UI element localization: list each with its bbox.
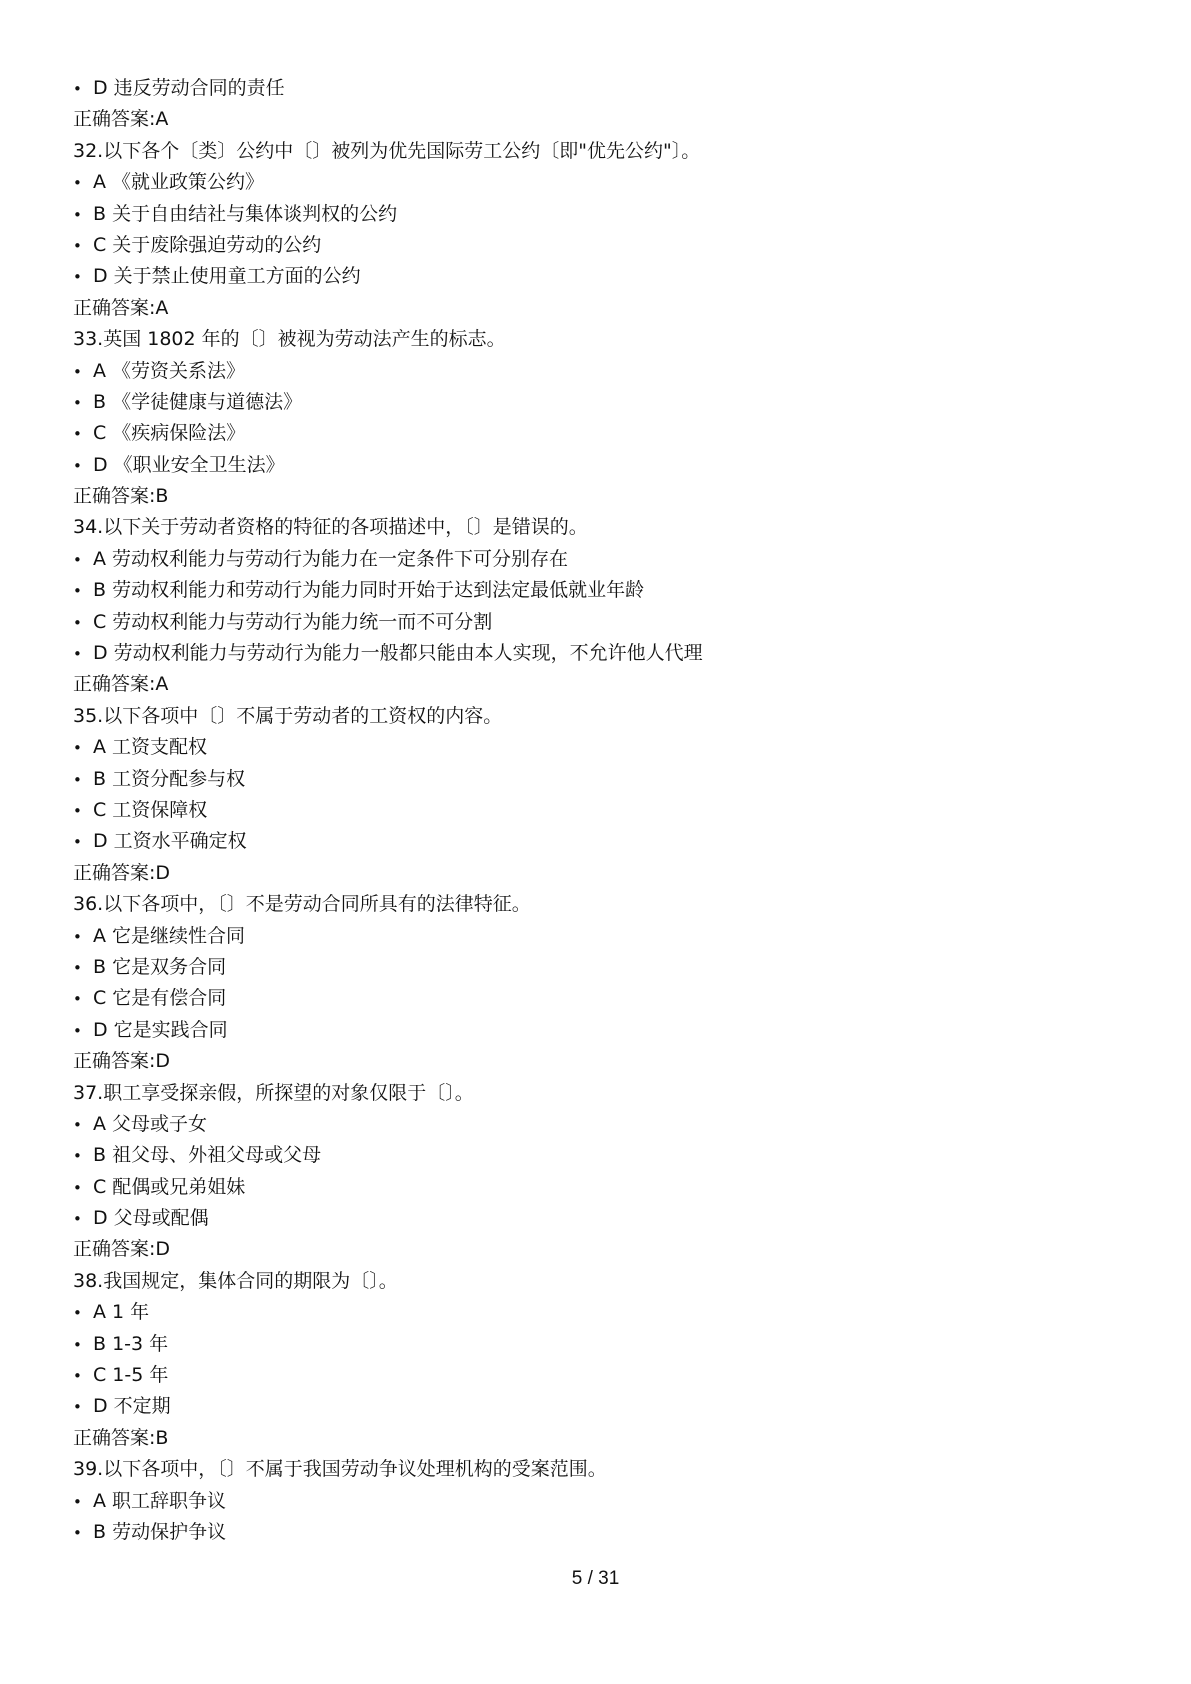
correct-answer: 正确答案:A: [73, 673, 169, 696]
option-text: D 不定期: [93, 1395, 171, 1418]
answer-option: [73, 418, 1133, 449]
bullet-icon: •: [73, 174, 82, 193]
option-text: D 违反劳动合同的责任: [93, 77, 285, 99]
correct-answer: 正确答案:D: [73, 1050, 171, 1073]
answer-option: [73, 1517, 1133, 1548]
answer-option: [73, 73, 1133, 104]
question-text: 33.英国 1802 年的〔〕被视为劳动法产生的标志。: [73, 328, 506, 351]
option-text: B 1-3 年: [93, 1332, 169, 1355]
bullet-icon: •: [73, 1147, 82, 1166]
bullet-icon: •: [73, 268, 82, 287]
bullet-icon: •: [73, 927, 82, 946]
answer-option: [73, 199, 1133, 230]
page-content: [73, 73, 1133, 1548]
answer-option: [73, 1486, 1133, 1517]
bullet-icon: •: [73, 1335, 82, 1354]
option-text: A 职工辞职争议: [93, 1489, 227, 1512]
correct-answer: 正确答案:D: [73, 1238, 171, 1261]
answer-option: [73, 1329, 1133, 1360]
answer-option: [73, 1172, 1133, 1203]
answer-option: [73, 544, 1133, 575]
bullet-icon: •: [73, 1178, 82, 1197]
answer-option: [73, 1360, 1133, 1391]
answer-option: [73, 795, 1133, 826]
bullet-icon: •: [73, 1304, 82, 1323]
option-text: C 工资保障权: [93, 798, 208, 821]
bullet-icon: •: [73, 362, 82, 381]
bullet-icon: •: [73, 645, 82, 664]
option-text: B 它是双务合同: [93, 955, 227, 978]
bullet-icon: •: [73, 456, 82, 475]
correct-answer: 正确答案:D: [73, 861, 171, 884]
question-text: 35.以下各项中〔〕不属于劳动者的工资权的内容。: [73, 704, 503, 727]
bullet-icon: •: [73, 236, 82, 255]
answer-option: [73, 575, 1133, 606]
page-number: 5 / 31: [571, 1568, 620, 1589]
option-text: B 关于自由结社与集体谈判权的公约: [93, 202, 398, 225]
question-text: 34.以下关于劳动者资格的特征的各项描述中，〔〕是错误的。: [73, 516, 588, 539]
option-text: A 《劳资关系法》: [93, 359, 246, 382]
bullet-icon: •: [73, 1210, 82, 1229]
bullet-icon: •: [73, 393, 82, 412]
answer-option: [73, 921, 1133, 952]
answer-option: [73, 1109, 1133, 1140]
option-text: C 劳动权利能力与劳动行为能力统一而不可分割: [93, 610, 493, 633]
option-text: C 关于废除强迫劳动的公约: [93, 233, 322, 256]
option-text: A 劳动权利能力与劳动行为能力在一定条件下可分别存在: [93, 547, 569, 570]
bullet-icon: •: [73, 1367, 82, 1386]
bullet-icon: •: [73, 801, 82, 820]
option-text: A 它是继续性合同: [93, 924, 246, 947]
option-text: B 劳动权利能力和劳动行为能力同时开始于达到法定最低就业年龄: [93, 579, 645, 602]
option-text: D 父母或配偶: [93, 1207, 209, 1230]
answer-option: [73, 167, 1133, 198]
option-text: C 它是有偿合同: [93, 987, 227, 1010]
option-text: C 1-5 年: [93, 1364, 169, 1387]
answer-option: [73, 1140, 1133, 1171]
answer-option: [73, 764, 1133, 795]
bullet-icon: •: [73, 425, 82, 444]
bullet-icon: •: [73, 205, 82, 224]
bullet-icon: •: [73, 582, 82, 601]
answer-option: [73, 732, 1133, 763]
bullet-icon: •: [73, 1115, 82, 1134]
question-text: 37.职工享受探亲假，所探望的对象仅限于〔〕。: [73, 1081, 474, 1104]
bullet-icon: •: [73, 1021, 82, 1040]
answer-option: [73, 952, 1133, 983]
answer-option: [73, 356, 1133, 387]
correct-answer: 正确答案:B: [73, 485, 169, 508]
bullet-icon: •: [73, 613, 82, 632]
bullet-icon: •: [73, 1523, 82, 1542]
answer-option: [73, 387, 1133, 418]
option-text: C 配偶或兄弟姐妹: [93, 1175, 246, 1198]
option-text: A 《就业政策公约》: [93, 171, 265, 194]
option-text: D 关于禁止使用童工方面的公约: [93, 265, 361, 288]
option-text: C 《疾病保险法》: [93, 422, 246, 445]
answer-option: [73, 450, 1133, 481]
bullet-icon: •: [73, 550, 82, 569]
bullet-icon: •: [73, 990, 82, 1009]
correct-answer: 正确答案:A: [73, 108, 169, 131]
question-text: 39.以下各项中，〔〕不属于我国劳动争议处理机构的受案范围。: [73, 1458, 607, 1481]
answer-option: [73, 230, 1133, 261]
option-text: D 工资水平确定权: [93, 830, 247, 853]
bullet-icon: •: [73, 80, 82, 98]
option-text: B 《学徒健康与道德法》: [93, 390, 303, 413]
option-text: B 劳动保护争议: [93, 1520, 227, 1543]
option-text: A 父母或子女: [93, 1112, 208, 1135]
correct-answer: 正确答案:A: [73, 296, 169, 319]
option-text: A 1 年: [93, 1301, 150, 1324]
answer-option: [73, 1015, 1133, 1046]
bullet-icon: •: [73, 1398, 82, 1417]
question-text: 32.以下各个〔类〕公约中〔〕被列为优先国际劳工公约〔即"优先公约"〕。: [73, 139, 701, 162]
answer-option: [73, 826, 1133, 857]
bullet-icon: •: [73, 739, 82, 758]
answer-option: [73, 638, 1133, 669]
bullet-icon: •: [73, 833, 82, 852]
bullet-icon: •: [73, 1492, 82, 1511]
answer-option: [73, 1203, 1133, 1234]
option-text: D 劳动权利能力与劳动行为能力一般都只能由本人实现，不允许他人代理: [93, 642, 703, 665]
option-text: D 《职业安全卫生法》: [93, 453, 285, 476]
answer-option: [73, 261, 1133, 292]
option-text: B 工资分配参与权: [93, 767, 246, 790]
bullet-icon: •: [73, 770, 82, 789]
answer-option: [73, 983, 1133, 1014]
question-text: 38.我国规定，集体合同的期限为〔〕。: [73, 1269, 398, 1292]
answer-option: [73, 1391, 1133, 1422]
option-text: A 工资支配权: [93, 736, 208, 759]
question-text: 36.以下各项中，〔〕不是劳动合同所具有的法律特征。: [73, 893, 531, 916]
option-text: D 它是实践合同: [93, 1018, 228, 1041]
option-text: B 祖父母、外祖父母或父母: [93, 1144, 322, 1167]
answer-option: [73, 1297, 1133, 1328]
answer-option: [73, 607, 1133, 638]
correct-answer: 正确答案:B: [73, 1426, 169, 1449]
bullet-icon: •: [73, 958, 82, 977]
